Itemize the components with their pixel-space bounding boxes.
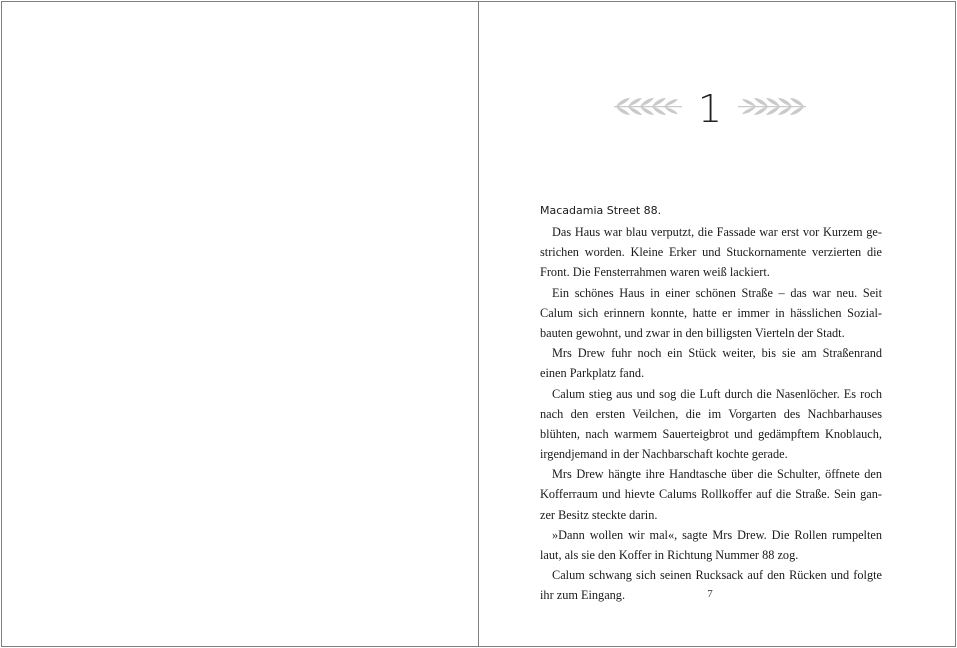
text-line: nach den ersten Veilchen, die im Vorgarten des Nachbarhauses: [540, 406, 882, 421]
text-line: Calum sich erinnern konnte, hatte er immer in hässlichen Sozial-: [540, 305, 882, 320]
text-line: Front. Die Fensterrahmen waren weiß lackiert.: [540, 265, 770, 280]
text-line: bauten gewohnt, und zwar in den billigsten Vierteln der Stadt.: [540, 325, 845, 340]
text-line: Calum schwang sich seinen Rucksack auf den Rücken und folgte: [552, 568, 882, 583]
chapter-text: [540, 200, 882, 606]
laurel-branch-right-icon: [736, 94, 808, 118]
text-line: irgendjemand in der Nachbarschaft kochte gerade.: [540, 447, 788, 462]
text-line: Mrs Drew hängte ihre Handtasche über die Schulter, öffnete den: [552, 467, 882, 482]
text-line: Mrs Drew fuhr noch ein Stück weiter, bis sie am Straßenrand: [552, 346, 882, 361]
chapter-number: 1: [697, 87, 723, 131]
text-line: zer Besitz steckte darin.: [540, 507, 658, 522]
chapter-heading: [612, 86, 808, 134]
paragraph: [540, 525, 882, 565]
page-number: 7: [707, 588, 713, 600]
paragraph: [540, 384, 882, 465]
text-line: laut, als sie den Koffer in Richtung Nummer 88 zog.: [540, 548, 799, 562]
paragraph: [540, 464, 882, 525]
text-line: ihr zum Eingang.: [540, 588, 626, 603]
laurel-branch-left-icon: [612, 94, 684, 118]
text-line: Calum stieg aus und sog die Luft durch die Nasenlöcher. Es roch: [552, 386, 882, 401]
text-line: Ein schönes Haus in einer schönen Straße – das war neu. Seit: [552, 285, 882, 300]
paragraph: [540, 283, 882, 344]
text-line: »Dann wollen wir mal«, sagte Mrs Drew. Die Rollen rumpelten: [552, 527, 882, 542]
paragraph: [540, 343, 882, 383]
text-line: Kofferraum und hievte Calums Rollkoffer auf die Straße. Sein gan-: [540, 487, 882, 502]
text-line: blühten, nach warmem Sauerteigbrot und gedämpftem Knoblauch,: [540, 426, 882, 441]
text-line: einen Parkplatz fand.: [540, 366, 645, 381]
paragraph-list: [540, 222, 882, 606]
text-line: Das Haus war blau verputzt, die Fassade war erst vor Kurzem ge-: [552, 225, 882, 239]
section-heading: Macadamia Street 88.: [540, 204, 662, 217]
text-line: strichen worden. Kleine Erker und Stuckornamente verzierten die: [540, 245, 882, 260]
left-page: [1, 1, 478, 647]
paragraph: [540, 222, 882, 283]
